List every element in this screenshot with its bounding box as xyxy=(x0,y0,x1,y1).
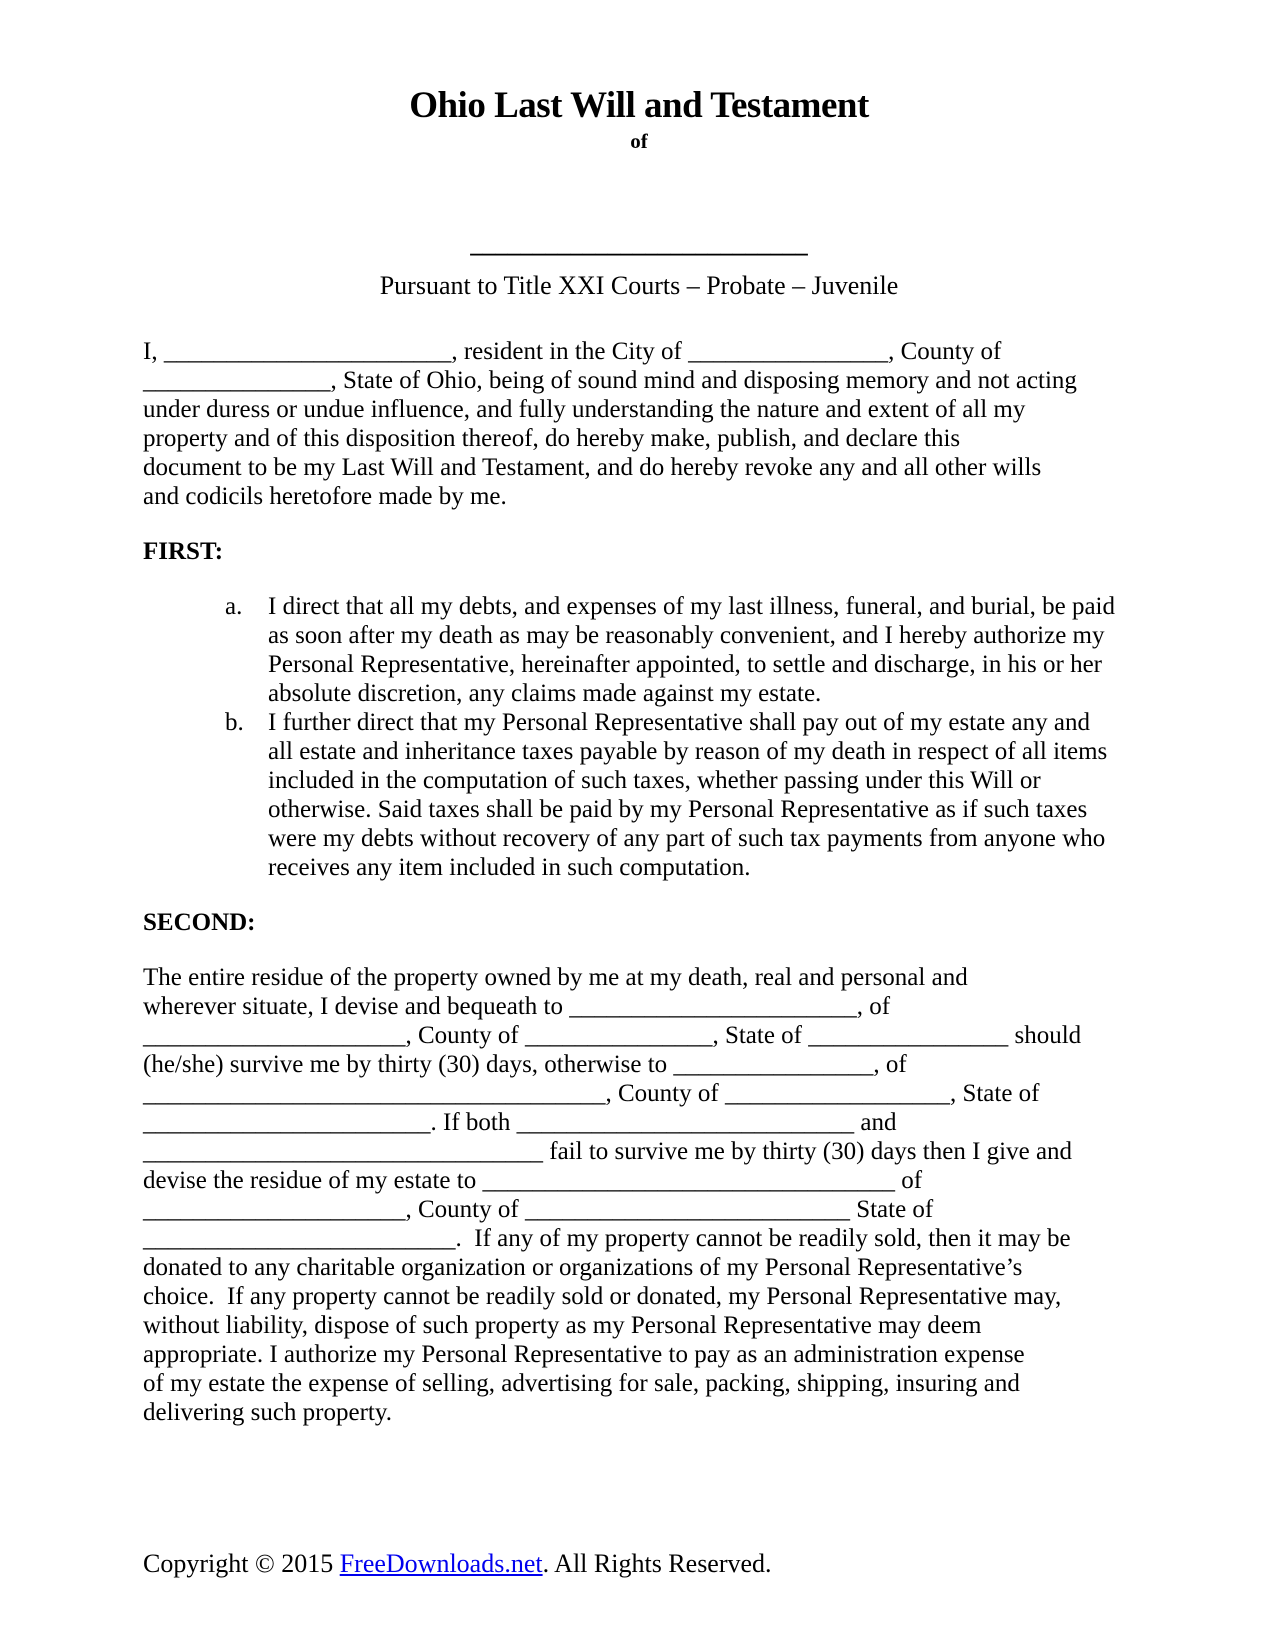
paragraph-line: under duress or undue influence, and fully understanding the nature and extent of all my xyxy=(143,396,1026,423)
title-of-label: of xyxy=(630,129,648,153)
copyright-suffix: . All Rights Reserved. xyxy=(542,1549,772,1578)
list-item-b xyxy=(143,708,1135,882)
paragraph-line: _______________________. If both ___________________________ and xyxy=(143,1109,897,1136)
paragraph-line: The entire residue of the property owned by me at my death, real and personal and xyxy=(143,964,968,991)
pursuant-statute-line: Pursuant to Title XXI Courts – Probate – Juvenile xyxy=(379,271,899,300)
paragraph-line: of my estate the expense of selling, advertising for sale, packing, shipping, insuring and xyxy=(143,1370,1020,1397)
paragraph-line: choice. If any property cannot be readily sold or donated, my Personal Representative may, xyxy=(143,1283,1062,1310)
paragraph-line: _______________, State of Ohio, being of sound mind and disposing memory and not acting xyxy=(143,367,1077,394)
paragraph-line: without liability, dispose of such property as my Personal Representative may deem xyxy=(143,1312,982,1339)
copyright-prefix: Copyright © 2015 xyxy=(143,1549,340,1578)
paragraph-line: document to be my Last Will and Testament, and do hereby revoke any and all other wills xyxy=(143,454,1042,481)
paragraph-line: _____________________________________, County of __________________, State of xyxy=(143,1080,1040,1107)
copyright-footer xyxy=(143,1549,772,1579)
paragraph-line: otherwise. Said taxes shall be paid by my Personal Representative as if such taxes xyxy=(268,796,1088,823)
testator-name-blank: ___________________________ xyxy=(470,231,808,258)
paragraph-line: ________________________________ fail to survive me by thirty (30) days then I give and xyxy=(143,1138,1073,1165)
paragraph-line: appropriate. I authorize my Personal Representative to pay as an administration expense xyxy=(143,1341,1025,1368)
paragraph-line: absolute discretion, any claims made against my estate. xyxy=(268,680,822,707)
section-heading-first: FIRST: xyxy=(143,538,224,565)
list-marker-b: b. xyxy=(225,709,244,736)
first-section-list xyxy=(143,592,1135,882)
list-item-a-text xyxy=(268,592,1135,708)
paragraph-line: I, _______________________, resident in the City of ________________, County of xyxy=(143,338,1002,365)
paragraph-line: _________________________. If any of my property cannot be readily sold, then it may be xyxy=(143,1225,1071,1252)
paragraph-line: _____________________, County of _______________, State of ________________ should xyxy=(143,1022,1082,1049)
paragraph-line: _____________________, County of __________________________ State of xyxy=(143,1196,934,1223)
freedownloads-link[interactable]: FreeDownloads.net xyxy=(339,1549,543,1578)
opening-paragraph xyxy=(143,337,1135,511)
paragraph-line: were my debts without recovery of any part of such tax payments from anyone who xyxy=(268,825,1106,852)
list-item-a xyxy=(143,592,1135,708)
document-title: Ohio Last Will and Testament xyxy=(409,85,869,126)
paragraph-line: and codicils heretofore made by me. xyxy=(143,483,507,510)
paragraph-line: I further direct that my Personal Representative shall pay out of my estate any and xyxy=(268,709,1090,736)
paragraph-line: Personal Representative, hereinafter appointed, to settle and discharge, in his or her xyxy=(268,651,1102,678)
paragraph-line: wherever situate, I devise and bequeath to _______________________, of xyxy=(143,993,891,1020)
paragraph-line: devise the residue of my estate to _________________________________ of xyxy=(143,1167,923,1194)
paragraph-line: receives any item included in such computation. xyxy=(268,854,751,881)
paragraph-line: all estate and inheritance taxes payable by reason of my death in respect of all items xyxy=(268,738,1108,765)
paragraph-line: delivering such property. xyxy=(143,1399,392,1426)
paragraph-line: as soon after my death as may be reasonably convenient, and I hereby authorize my xyxy=(268,622,1105,649)
second-section-paragraph xyxy=(143,963,1135,1427)
list-item-b-text xyxy=(268,708,1135,882)
paragraph-line: property and of this disposition thereof, do hereby make, publish, and declare this xyxy=(143,425,961,452)
paragraph-line: included in the computation of such taxes, whether passing under this Will or xyxy=(268,767,1041,794)
paragraph-line: donated to any charitable organization or organizations of my Personal Representative’s xyxy=(143,1254,1023,1281)
list-marker-a: a. xyxy=(225,593,243,620)
section-heading-second: SECOND: xyxy=(143,909,256,936)
paragraph-line: I direct that all my debts, and expenses of my last illness, funeral, and burial, be paid xyxy=(268,593,1115,620)
paragraph-line: (he/she) survive me by thirty (30) days, otherwise to ________________, of xyxy=(143,1051,907,1078)
